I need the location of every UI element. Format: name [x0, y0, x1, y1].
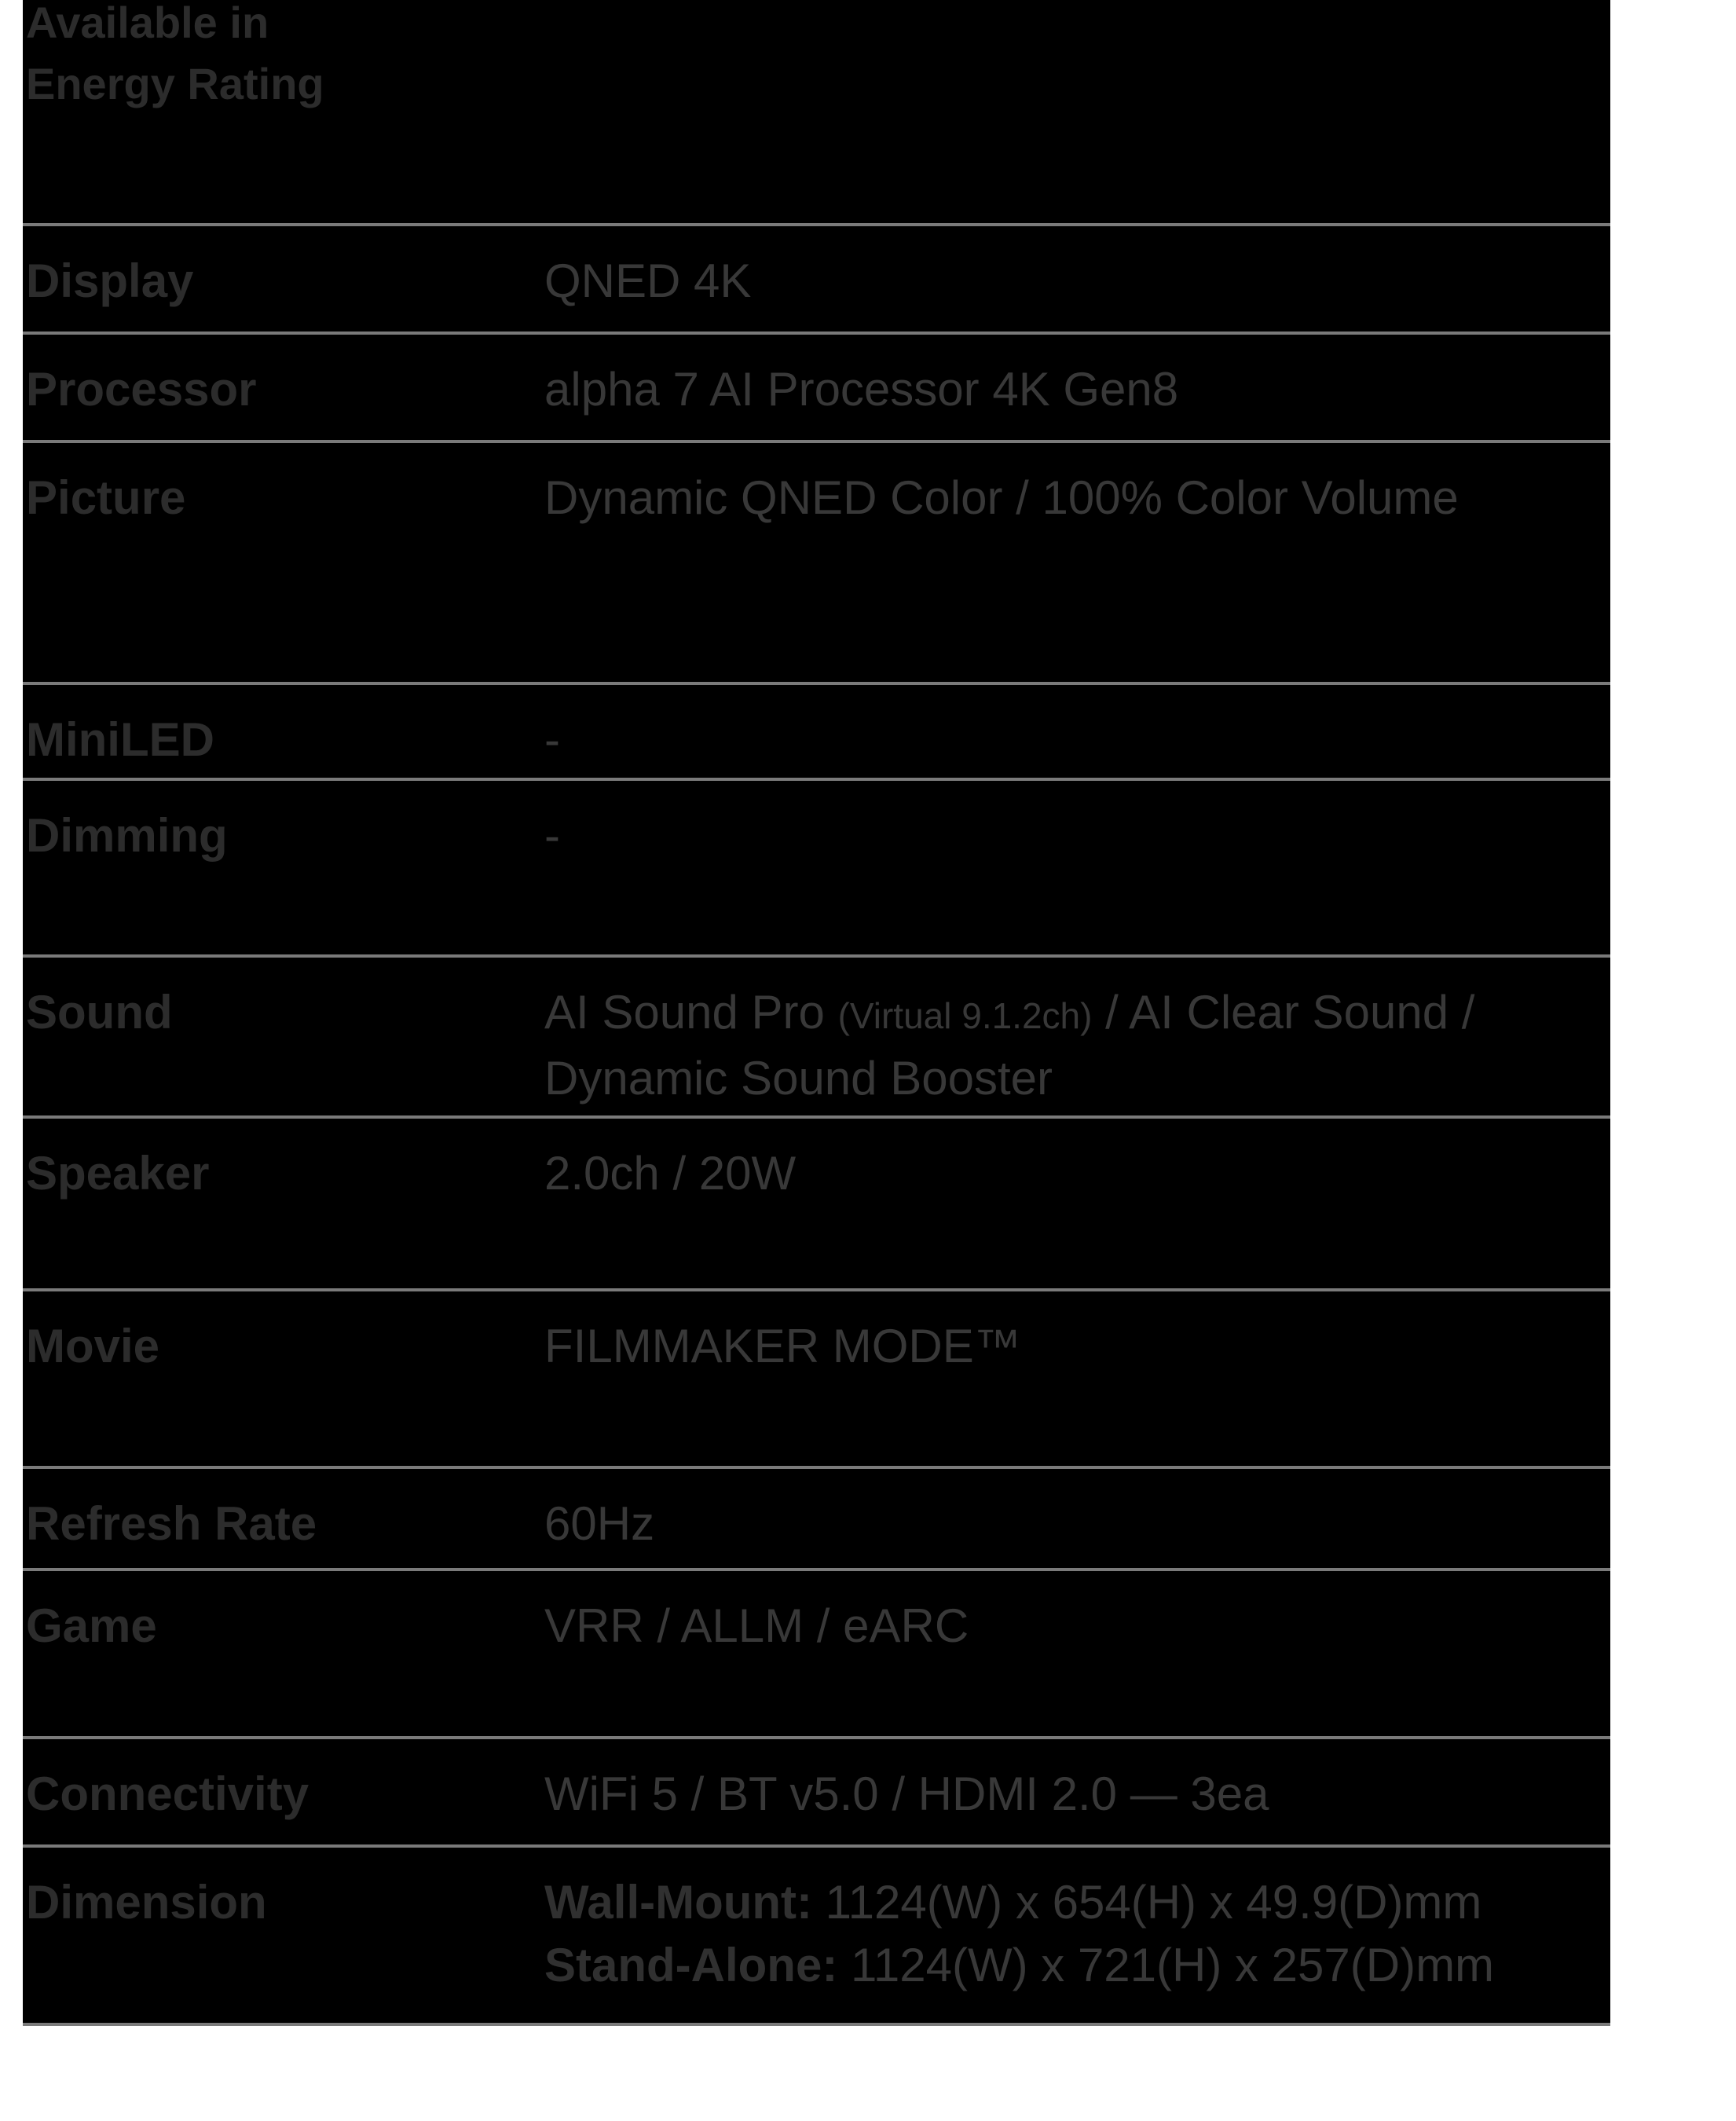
- sound-value-main: AI Sound Pro: [544, 986, 838, 1039]
- spec-value: 2.0ch / 20W: [544, 1147, 797, 1200]
- dimension-wall-mount-value: 1124(W) x 654(H) x 49.9(D)mm: [812, 1876, 1482, 1929]
- spec-row-speaker: [23, 1119, 1610, 1291]
- spec-row-processor: [23, 335, 1610, 443]
- spec-value: alpha 7 AI Processor 4K Gen8: [544, 363, 1179, 416]
- dimension-stand-alone-value: 1124(W) x 721(H) x 257(D)mm: [837, 1939, 1495, 1991]
- spec-value: FILMMAKER MODE™: [544, 1320, 1021, 1372]
- spec-label: Display: [26, 255, 194, 307]
- spec-value: -: [544, 809, 560, 862]
- spec-row-movie: [23, 1291, 1610, 1469]
- spec-label: Processor: [26, 363, 257, 416]
- spec-value: VRR / ALLM / eARC: [544, 1599, 969, 1652]
- spec-label: Game: [26, 1599, 157, 1652]
- spec-label: Dimension: [26, 1876, 267, 1929]
- spec-label: Speaker: [26, 1147, 210, 1200]
- spec-value: Dynamic QNED Color / 100% Color Volume: [544, 471, 1459, 524]
- spec-value: [544, 981, 1598, 1110]
- spec-row-game: [23, 1571, 1610, 1739]
- spec-table: [23, 0, 1610, 2026]
- spec-row-picture: [23, 443, 1610, 685]
- dimension-stand-alone-label: Stand-Alone:: [544, 1939, 838, 1991]
- spec-value: QNED 4K: [544, 255, 752, 307]
- spec-row-header: [23, 0, 1610, 226]
- dimension-wall-mount-line: [544, 1871, 1598, 1934]
- spec-row-miniled: [23, 685, 1610, 781]
- spec-label: Sound: [26, 986, 173, 1039]
- spec-value: [544, 1871, 1598, 1997]
- spec-row-sound: [23, 958, 1610, 1119]
- sound-value-detail: (Virtual 9.1.2ch): [837, 995, 1093, 1036]
- dimension-wall-mount-label: Wall-Mount:: [544, 1876, 812, 1929]
- spec-row-dimming: [23, 781, 1610, 958]
- dimension-stand-alone-line: [544, 1934, 1598, 1997]
- spec-header-label: [26, 0, 1126, 115]
- sound-value-rest: / AI Clear Sound / Dynamic Sound Booster: [544, 986, 1475, 1104]
- spec-row-connectivity: [23, 1739, 1610, 1848]
- spec-row-display: [23, 226, 1610, 335]
- spec-label: Movie: [26, 1320, 160, 1372]
- spec-label: Refresh Rate: [26, 1497, 317, 1550]
- header-line-1: Available in: [26, 0, 269, 47]
- header-line-2: Energy Rating: [26, 59, 324, 108]
- spec-label: MiniLED: [26, 713, 214, 766]
- spec-label: Connectivity: [26, 1768, 309, 1820]
- spec-value: 60Hz: [544, 1497, 655, 1550]
- spec-value: WiFi 5 / BT v5.0 / HDMI 2.0 — 3ea: [544, 1768, 1269, 1820]
- spec-value: -: [544, 713, 560, 766]
- spec-label: Dimming: [26, 809, 228, 862]
- spec-label: Picture: [26, 471, 186, 524]
- spec-row-refresh-rate: [23, 1469, 1610, 1571]
- spec-row-dimension: [23, 1848, 1610, 2026]
